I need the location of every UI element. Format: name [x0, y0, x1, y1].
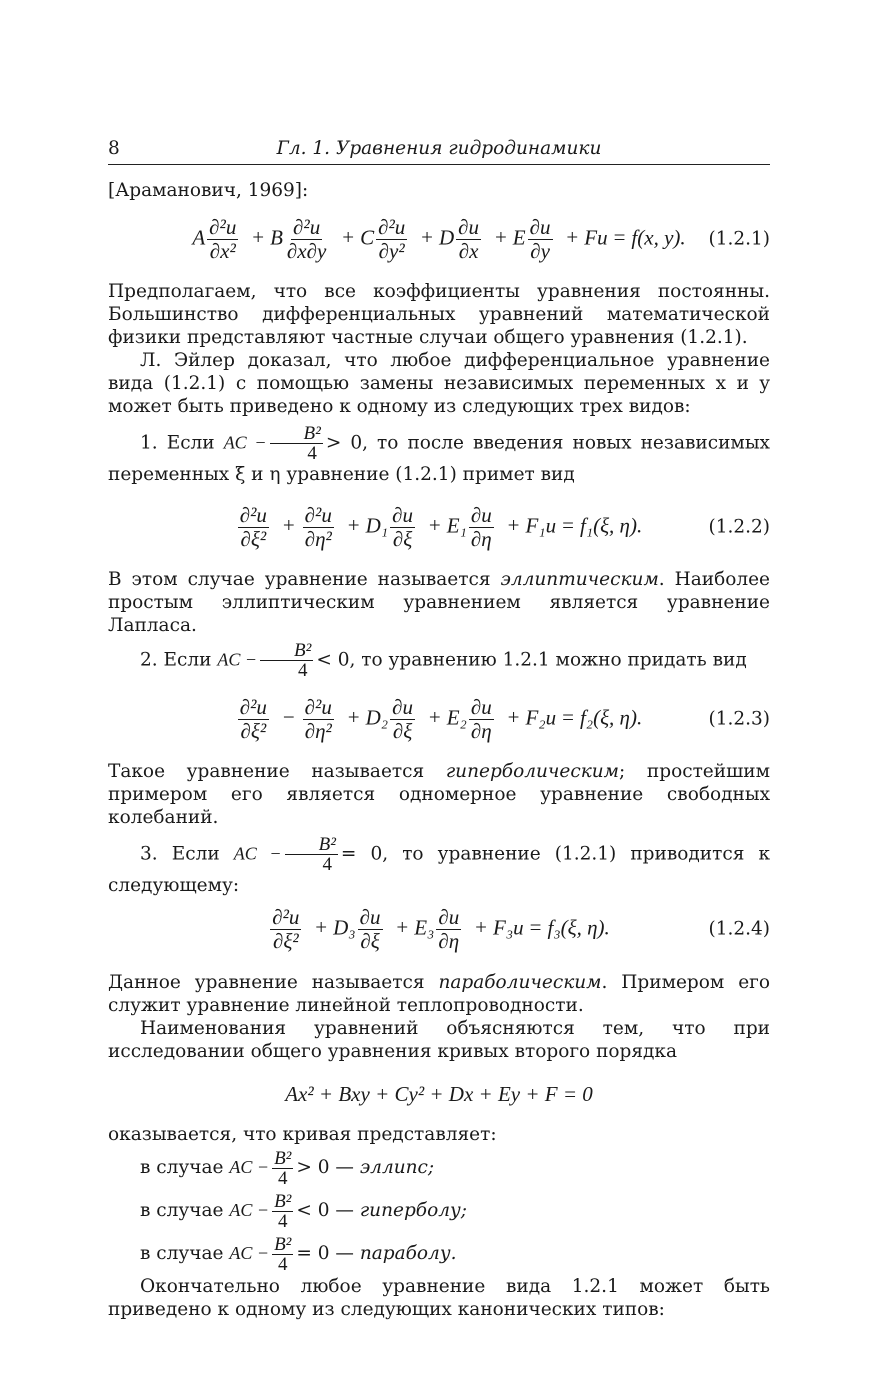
equation-number: (1.2.2) [708, 516, 770, 538]
equation-1-2-1: A $\frac{\text{∂²u}}{\text{∂x²}}$ + B $\frac{\text{∂²u}}{\partial x\partial y}$ + C $\frac{\text{∂²u}}{\text{∂y²}}$ + D $\frac{\partial u}{\partial x}$ + E $\frac{\partial u}{\partial y}$ + Fu = f(x, y). (1.2.1) [192, 214, 770, 263]
equation-number: (1.2.3) [708, 708, 770, 730]
paragraph: Предполагаем, что все коэффициенты уравнения постоянны. Большинство дифференциальных уравнений математической физики представляют частные случаи общего уравнения (1.2.1). [108, 281, 770, 348]
page-number: 8 [108, 138, 120, 159]
list-item: в случае AC − $\frac{\text{B²}}{4}$ < 0 — гиперболу; [140, 1190, 467, 1232]
paragraph: оказывается, что кривая представляет: [108, 1124, 497, 1145]
citation: [Араманович, 1969]: [108, 180, 309, 201]
paragraph: Данное уравнение называется параболическим. Примером его служит уравнение линейной теплопроводности. [108, 972, 770, 1016]
paragraph: В этом случае уравнение называется эллиптическим. Наиболее простым эллиптическим уравнением является уравнение Лапласа. [108, 569, 771, 636]
curve-equation: Ax² + Bxy + Cy² + Dx + Ey + F = 0 [285, 1081, 593, 1106]
paragraph: Окончательно любое уравнение вида 1.2.1 может быть приведено к одному из следующих канонических типов: [108, 1276, 770, 1320]
equation-number: (1.2.4) [708, 918, 770, 940]
paragraph: Такое уравнение называется гиперболическим; простейшим примером его является одномерное уравнение свободных колебаний. [108, 761, 770, 828]
list-item: в случае AC − $\frac{\text{B²}}{4}$ = 0 — параболу. [140, 1233, 457, 1275]
running-header [108, 130, 770, 165]
case-3-paragraph: 3. Если AC − $\frac{\text{B²}}{4}$ = 0, то уравнение (1.2.1) приводится к следующему: [108, 834, 771, 896]
equation-number: (1.2.1) [708, 228, 770, 250]
equation-1-2-2: $\frac{\text{∂²u}}{\text{∂ξ²}}$ + $\frac{\text{∂²u}}{\text{∂η²}}$ + D₁ $\frac{\partial u}{\partial\xi}$ + E₁ $\frac{\partial u}{\partial\eta}$ + F₁u = f₁(ξ, η). (1.2.2) [239, 502, 770, 551]
paragraph: Наименования уравнений объясняются тем, что при исследовании общего уравнения кривых второго порядка [108, 1018, 770, 1062]
running-title: Гл. 1. Уравнения гидродинамики [276, 138, 602, 159]
page-content [108, 130, 770, 1321]
case-1-paragraph: 1. Если AC − $\frac{\text{B²}}{4}$ > 0, то после введения новых независимых переменных ξ и η уравнение (1.2.1) примет вид [108, 423, 770, 485]
case-2-paragraph: 2. Если AC − $\frac{\text{B²}}{4}$ < 0, то уравнению 1.2.1 можно придать вид [140, 640, 747, 681]
equation-1-2-4: $\frac{\text{∂²u}}{\text{∂ξ²}}$ + D₃ $\frac{\partial u}{\partial\xi}$ + E₃ $\frac{\partial u}{\partial\eta}$ + F₃u = f₃(ξ, η). (1.2.4) [272, 904, 770, 953]
case-list [108, 1146, 770, 1275]
paragraph: Л. Эйлер доказал, что любое дифференциальное уравнение вида (1.2.1) с помощью замены независимых переменных x и y может быть приведено к одному из следующих трех видов: [108, 350, 770, 417]
list-item: в случае AC − $\frac{\text{B²}}{4}$ > 0 — эллипс; [140, 1147, 435, 1189]
equation-1-2-3: $\frac{\text{∂²u}}{\text{∂ξ²}}$ − $\frac{\text{∂²u}}{\text{∂η²}}$ + D₂ $\frac{\partial u}{\partial\xi}$ + E₂ $\frac{\partial u}{\partial\eta}$ + F₂u = f₂(ξ, η). (1.2.3) [239, 694, 770, 743]
